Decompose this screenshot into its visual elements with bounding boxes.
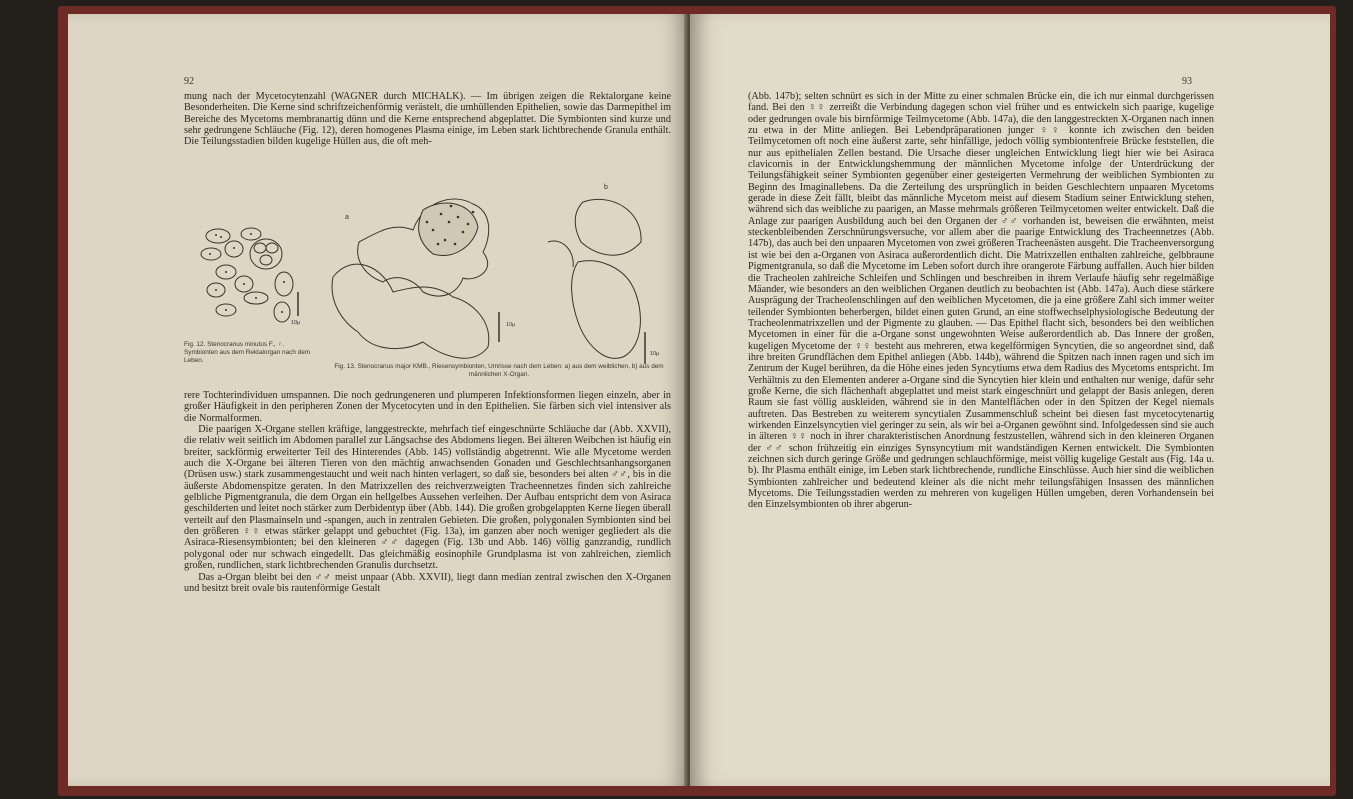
figure-13 bbox=[323, 182, 653, 372]
figure-13-caption: Fig. 13. Stenocranus major KMB., Riesensymbionten, Umrisse nach dem Leben: a) aus dem weiblichen, b) aus dem männlichen X-Organ. bbox=[334, 363, 664, 378]
paragraph: Die paarigen X-Organe stellen kräftige, langgestreckte, mehrfach tief eingeschnürte Schläuche dar (Abb. XXVII), die relativ weit seitlich im Abdomen parallel zur Längsachse des Abdomens liegen. Bei älteren Weibchen ist häufig ein breiter, sackförmig erweiterter Teil des Hinterendes (Abb. 145) vollständig abgetrennt. Wie alle Mycetome werden auch die X-Organe bei älteren Tieren von den mächtig anwachsenden Gonaden und Geschlechtsanhangsorganen (Drüsen usw.) stark zusammengestaucht und weit nach hinten verlagert, so daß sie, besonders bei alten ♂♂, bis in die äußerste Abdomenspitze geraten. In den Matrixzellen des reichverzweigten Tracheennetzes finden sich zahlreiche gelbliche Pigmentgranula, die dem Organ ein hellgelbes Aussehen verleihen. Der Aufbau entspricht dem von Asiraca geschilderten und leitet noch stärker zum Derbidentyp über (Abb. 144). Die großen grobgelappten Kerne liegen überall verteilt auf den Plasmainseln und -spangen, auch in zentralen Gebieten. Die großen, polygonalen Symbionten sind bei den größeren ♀♀ etwas stärker gelappt und gebuchtet (Fig. 13a), im ganzen aber noch weniger gegliedert als die Asiraca-Riesensymbionten; bei den kleineren ♂♂ dagegen (Fig. 13b und Abb. 146) völlig ganzrandig, rundlich polygonal oder nur schwach eingedellt. Das gleichmäßig eosinophile Grundplasma ist von zahlreichen, ziemlich großen, rundlichen, stark lichtbrechenden Granulis durchsetzt. bbox=[184, 424, 671, 572]
scale-label: 10μ bbox=[291, 320, 301, 326]
scale-label: 10μ bbox=[650, 351, 660, 357]
paragraph: (Abb. 147b); selten schnürt es sich in der Mitte zu einer schmalen Brücke ein, die ich nur einmal durchgerissen fand. Bei den ♀♀ zerreißt die Verbindung dagegen schon viel früher und es entwickeln sich paarige, kugelige oder gedrungen ovale bis birnförmige Teilmycetome (Abb. 147a), die den langgestreckten X-Organen nach innen zu etwa in der Mitte anliegen. Bei Lebendpräparationen junger ♀♀ konnte ich zwischen den beiden Teilmycetomen oft noch eine äußerst zarte, sehr hinfällige, jedoch völlig symbiontenfreie Brücke feststellen, die nur aus epithelialen Zellen bestand. Die Ursache dieser ungleichen Entwicklung liegt hier wie bei Asiraca clavicornis in der Entwicklungshemmung der männlichen Mycetome infolge der Unterdrückung der Teilungsfähigkeit seiner Symbionten gegenüber einer gesteigerten Vermehrung der weiblichen Symbionten zu Beginn des Imaginallebens. Da die Zerteilung des ursprünglich in beiden Geschlechtern unpaaren Mycetoms gerade in diese Zeit fällt, bleibt das männliche Mycetom meist auf diesem Stadium seiner Entwicklung stehen, während sich das weibliche zu paarigen, an Masse mehrmals größeren Teilmycetomen weiter entwickelt. Daß die Anlage zur paarigen Ausbildung auch bei den Organen der ♂♂ vorhanden ist, beweisen die erwähnten, meist steckenbleibenden Zerschnürungsversuche, vor allem aber die paarige Entwicklung des Tracheennetzes (Abb. 147b), das auch bei den unpaaren Mycetomen von zwei größeren Tracheenästen ausgeht. Die Tracheenversorgung ist wie bei den a-Organen von Asiraca außerordentlich dicht. Die Matrixzellen enthalten zahlreiche, gelbbraune Pigmentgranula, so daß die Mycetome im Leben sofort durch ihre orangerote Färbung auffallen. Auch hier bilden die Tracheolen zahlreiche Schleifen und Schlingen und beschreiben in ihrem Verlaufe häufig sehr regelmäßige Mäander, wie besonders an den weiblichen Organen deutlich zu beobachten ist (Abb. 147a). Auch diese stärkere Ausprägung der Tracheolenschlingen auf den weiblichen Mycetomen, die ja eine größere Zahl sich immer weiter teilender Symbionten beherbergen, bildet einen guten Grund, an eine stoffwechselphysiologische Bedeutung der Tracheolenmatrixzellen und der Pigmente zu glauben. — Das Epithel flacht sich, besonders bei den weiblichen Mycetomen in einer für die a-Organe sonst ungewohnten Weise außerordentlich ab. Das Innere der großen, kugeligen Mycetome der ♀♀ besteht aus mehreren, etwa kegelförmigen Syncytien, die so angeordnet sind, daß ihre breiten Grundflächen dem Epithel anliegen (Abb. 144b), während die Spitzen nach innen ragen und sich im Zentrum der Kugel berühren, da die Höhe eines jeden Syncytiums etwa dem Radius des Mycetoms entspricht. Im Verhältnis zu den Elementen anderer a-Organe sind die Syncytien hier klein und enthalten nur wenige, dafür sehr große Kerne, die sich flächenhaft abgeplattet und meist stark eingeschnürt und gelappt der Basis anlegen, deren Raum sie fast völlig auskleiden, während sie in den Mantelflächen oder in den Spitzen der Kegel niemals auftreten. Das Bestreben zu weiterem syncytialen Zusammenschluß scheint bei diesen fast mycetocytenartig wirkenden Einzelsyncytien viel geringer zu sein, als wir bei a-Organen gewöhnt sind. Infolgedessen sind sie auch in älteren ♀♀ noch in ihrer charakteristischen Anordnung festzustellen, während sich in den kleineren Organen der ♂♂ schon frühzeitig ein einziges Synsyncytium mit wandständigen Kernen entwickelt. Die Symbionten zeichnen sich durch geringe Größe und gedrungen schlauchförmige, meist völlig kugelige Gestalt aus (Fig. 14a u. b). Ihr Plasma enthält einige, im Leben stark lichtbrechende, rundliche Einschlüsse. Auch hier sind die weiblichen Symbionten zahlreicher und bedeutend kleiner als die nicht mehr teilungsfähigen Insassen des männlichen Mycetoms. Die Teilungsstadien werden zu mehreren von kugeligen Hüllen umgeben, deren Vorhandensein bei den Einzelsymbionten ob ihrer abgerun- bbox=[748, 91, 1214, 511]
symbiont-cell bbox=[275, 272, 293, 296]
right-page bbox=[690, 14, 1330, 786]
symbiont-b-edge bbox=[548, 241, 573, 267]
figure-13-label-a: a bbox=[345, 214, 349, 221]
figure-12 bbox=[196, 224, 306, 329]
page-number: 92 bbox=[184, 76, 194, 87]
body-text bbox=[184, 390, 671, 594]
symbiont-cell bbox=[206, 229, 230, 243]
paragraph: Das a-Organ bleibt bei den ♂♂ meist unpaar (Abb. XXVII), liegt dann median zentral zwischen den X-Organen und besitzt breit ovale bis rautenförmige Gestalt bbox=[184, 571, 671, 594]
page-number: 93 bbox=[1182, 76, 1192, 87]
symbiont-b-lower bbox=[572, 261, 641, 359]
paragraph: rere Tochterindividuen umspannen. Die noch gedrungeneren und plumperen Infektionsformen liegen einzeln, aber in großer Häufigkeit in den peripheren Zonen der Mycetocyten und in den Epithelien. Sie färben sich viel intensiver als die Normalformen. bbox=[184, 390, 671, 424]
symbiont-a-granular-region bbox=[419, 203, 478, 255]
body-text bbox=[748, 91, 1214, 511]
symbiont-cell bbox=[266, 243, 278, 253]
paragraph: mung nach der Mycetocytenzahl (WAGNER durch MICHALK). — Im übrigen zeigen die Rektalorgane keine Besonderheiten. Die Kerne sind schriftzeichenförmig verästelt, die umhüllenden Epithelien, sowie das Darmepithel im Bereiche des Mycetoms membranartig dünn und die Kerne entsprechend abgeplattet. Die Symbionten sind kurze und sehr gedrungene Schläuche (Fig. 12), deren homogenes Plasma einige, im Leben stark lichtbrechende Granula enthält. Die Teilungsstadien bilden kugelige Hüllen aus, die oft meh- bbox=[184, 91, 671, 148]
left-page bbox=[68, 14, 688, 786]
symbiont-cell bbox=[254, 243, 266, 253]
scale-label: 10μ bbox=[506, 322, 516, 328]
symbiont-b-upper bbox=[575, 199, 641, 255]
figure-13-label-b: b bbox=[604, 184, 608, 191]
top-paragraph bbox=[184, 91, 671, 148]
symbiont-cell bbox=[260, 255, 272, 265]
figure-12-caption: Fig. 12. Stenocranus minutus F., ♀. Symbionten aus dem Rektalorgan nach dem Leben. bbox=[184, 341, 311, 364]
